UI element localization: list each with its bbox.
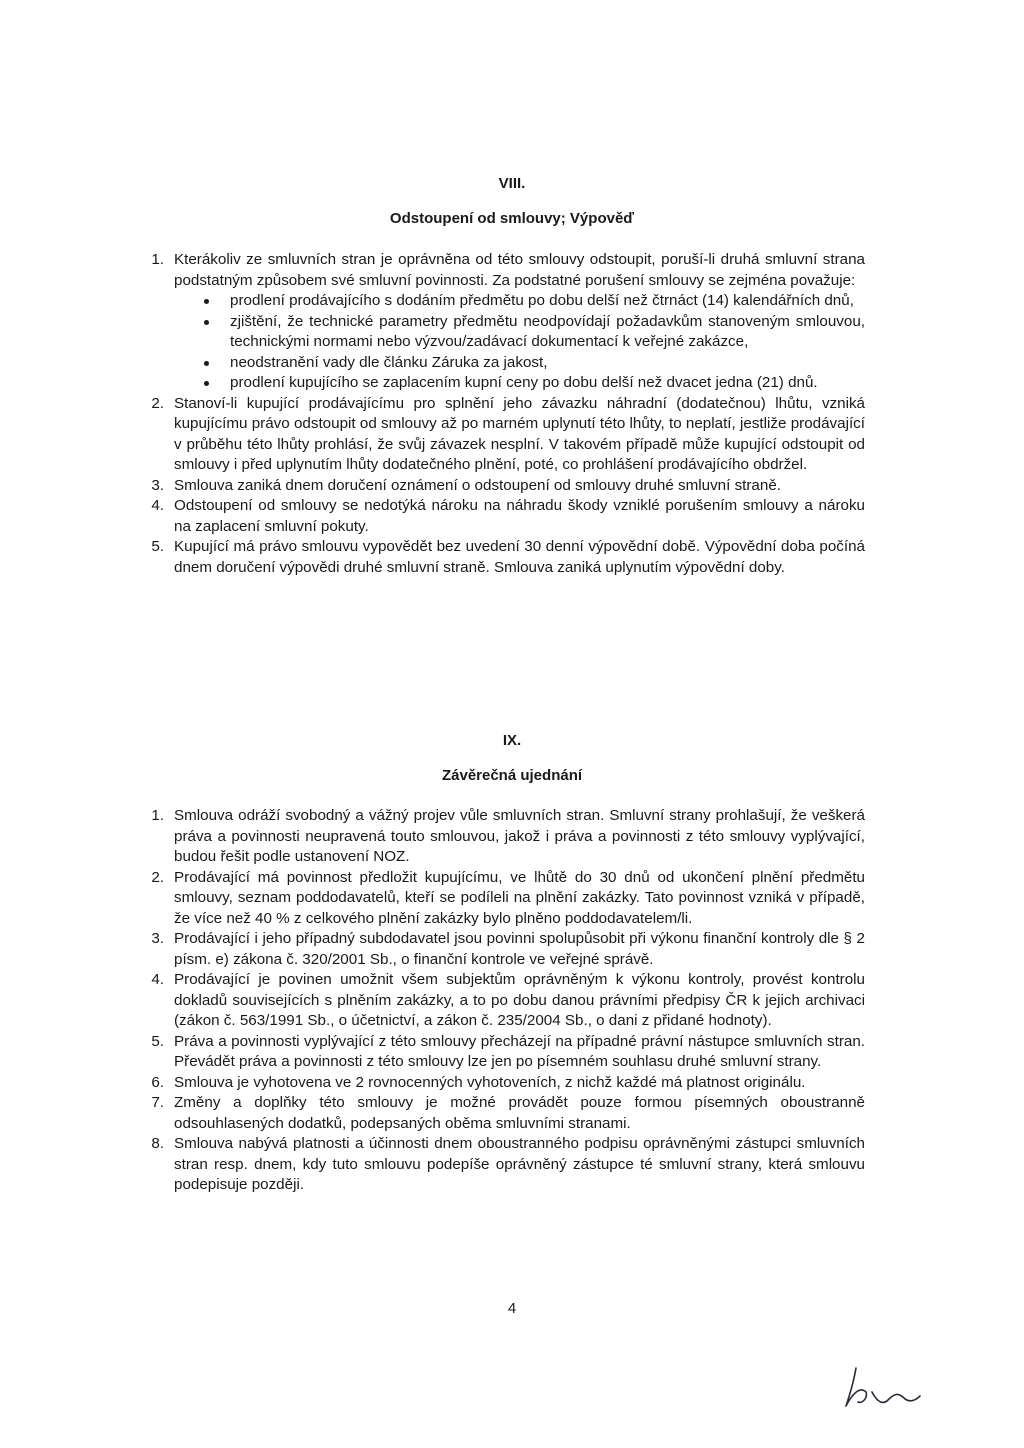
section-number: IX. bbox=[502, 732, 522, 749]
bullet-item bbox=[174, 312, 865, 353]
section-title: Závěrečná ujednání bbox=[441, 767, 583, 784]
item-number: 3. bbox=[151, 476, 164, 494]
bullet-icon bbox=[204, 381, 209, 386]
section-title: Odstoupení od smlouvy; Výpověď bbox=[389, 210, 635, 227]
item-number: 5. bbox=[151, 1032, 164, 1050]
item-text: Kupující má právo smlouvu vypovědět bez uvedení 30 denní výpovědní době. Výpovědní doba počíná dnem doručení výpovědi druhé smluvní straně. Smlouva zaniká uplynutím výpovědní doby. bbox=[174, 538, 865, 576]
item-text: Smlouva odráží svobodný a vážný projev vůle smluvních stran. Smluvní strany prohlašují, že veškerá práva a povinnosti neupravená touto smlouvou, jakož i práva a povinnosti z této smlouvy vyplývající, budou řešit podle ustanovení NOZ. bbox=[174, 807, 865, 865]
section-number: VIII. bbox=[498, 175, 526, 192]
list-item bbox=[140, 1032, 865, 1073]
bullet-text: prodlení prodávajícího s dodáním předmětu po dobu delší než čtrnáct (14) kalendářních dnů, bbox=[230, 292, 854, 309]
bullet-item bbox=[174, 353, 865, 374]
list-item bbox=[140, 1134, 865, 1196]
item-number: 4. bbox=[151, 497, 164, 514]
item-number: 3. bbox=[151, 930, 164, 947]
list-item bbox=[140, 868, 865, 930]
list-item bbox=[140, 394, 865, 476]
item-number: 2. bbox=[151, 868, 164, 886]
item-number: 6. bbox=[151, 1073, 164, 1091]
list-item bbox=[140, 970, 865, 1032]
item-text: Prodávající má povinnost předložit kupujícímu, ve lhůtě do 30 dnů od ukončení plnění předmětu smlouvy, seznam poddodavatelů, kteří se podíleli na plnění zakázky. Tato povinnost vzniká v případě, že více než 40 % z celkového plnění zakázky bylo plněno poddodavatelem/li. bbox=[174, 868, 865, 927]
item-number: 8. bbox=[151, 1135, 164, 1152]
list-item bbox=[140, 476, 865, 497]
bullet-text: neodstranění vady dle článku Záruka za jakost, bbox=[230, 353, 548, 371]
page-number: 4 bbox=[507, 1300, 517, 1317]
bullet-icon bbox=[204, 361, 209, 366]
item-text: Práva a povinnosti vyplývající z této smlouvy přecházejí na případné právní nástupce smluvních stran. Převádět práva a povinnosti z této smlouvy lze jen po písemném souhlasu druhé smluvní strany. bbox=[174, 1032, 865, 1070]
bullet-text: prodlení kupujícího se zaplacením kupní ceny po dobu delší než dvacet jedna (21) dnů. bbox=[230, 374, 818, 391]
section-8-list bbox=[140, 250, 865, 578]
bullet-text: zjištění, že technické parametry předmětu neodpovídají požadavkům stanoveným smlouvou, technickými normami nebo výzvou/zadávací dokumentací k veřejné zakázce, bbox=[230, 312, 865, 350]
item-text: Odstoupení od smlouvy se nedotýká nároku na náhradu škody vzniklé porušením smlouvy a nároku na zaplacení smluvní pokuty. bbox=[174, 497, 865, 535]
item-text: Kterákoliv ze smluvních stran je oprávněna od této smlouvy odstoupit, poruší-li druhá smluvní strana podstatným způsobem své smluvní povinnosti. Za podstatné porušení smlouvy se zejména považuje: bbox=[174, 251, 865, 289]
list-item bbox=[140, 496, 865, 537]
section-9-list bbox=[140, 806, 865, 1196]
item-text: Smlouva nabývá platnosti a účinnosti dnem oboustranného podpisu oprávněnými zástupci smluvních stran resp. dnem, kdy tuto smlouvu podepíše oprávněný zástupce té smluvní strany, která smlouvu podepisuje později. bbox=[174, 1135, 865, 1193]
item-number: 5. bbox=[151, 538, 164, 555]
signature-icon bbox=[838, 1362, 928, 1412]
item-number: 1. bbox=[151, 251, 164, 268]
item-number: 1. bbox=[151, 807, 164, 824]
item-text: Změny a doplňky této smlouvy je možné provádět pouze formou písemných oboustranně odsouhlasených dodatků, podepsaných oběma smluvními stranami. bbox=[174, 1094, 865, 1132]
bullet-icon bbox=[204, 299, 209, 304]
list-item bbox=[140, 929, 865, 970]
item-text: Stanoví-li kupující prodávajícímu pro splnění jeho závazku náhradní (dodatečnou) lhůtu, vzniká kupujícímu právo odstoupit od smlouvy až po marném uplynutí této lhůty, to neplatí, jestliže prodávající v průběhu této lhůty prohlásí, že svůj závazek nesplní. V takovém případě může kupující odstoupit od smlouvy i před uplynutím lhůty dodatečného plnění, poté, co prohlášení prodávajícího obdržel. bbox=[174, 394, 865, 473]
list-item bbox=[140, 537, 865, 578]
item-text: Prodávající i jeho případný subdodavatel jsou povinni spolupůsobit při výkonu finanční kontroly dle § 2 písm. e) zákona č. 320/2001 Sb., o finanční kontrole ve veřejné správě. bbox=[174, 930, 865, 968]
list-item bbox=[140, 250, 865, 394]
list-item bbox=[140, 1093, 865, 1134]
item-text: Smlouva zaniká dnem doručení oznámení o odstoupení od smlouvy druhé smluvní straně. bbox=[174, 476, 781, 494]
list-item bbox=[140, 806, 865, 868]
item-number: 2. bbox=[151, 394, 164, 412]
item-number: 4. bbox=[151, 971, 164, 988]
item-text: Smlouva je vyhotovena ve 2 rovnocenných vyhotoveních, z nichž každé má platnost originálu. bbox=[174, 1073, 806, 1091]
bullet-item bbox=[174, 291, 865, 312]
bullet-item bbox=[174, 373, 865, 394]
item-text: Prodávající je povinen umožnit všem subjektům oprávněným k výkonu kontroly, provést kontrolu dokladů souvisejících s plněním zakázky, a to po dobu danou právními předpisy ČR k jejich archivaci (zákon č. 563/1991 Sb., o účetnictví, a zákon č. 235/2004 Sb., o dani z přidané hodnoty). bbox=[174, 971, 865, 1029]
list-item bbox=[140, 1073, 865, 1094]
item-number: 7. bbox=[151, 1094, 164, 1111]
bullet-list bbox=[174, 291, 865, 394]
bullet-icon bbox=[204, 320, 209, 325]
